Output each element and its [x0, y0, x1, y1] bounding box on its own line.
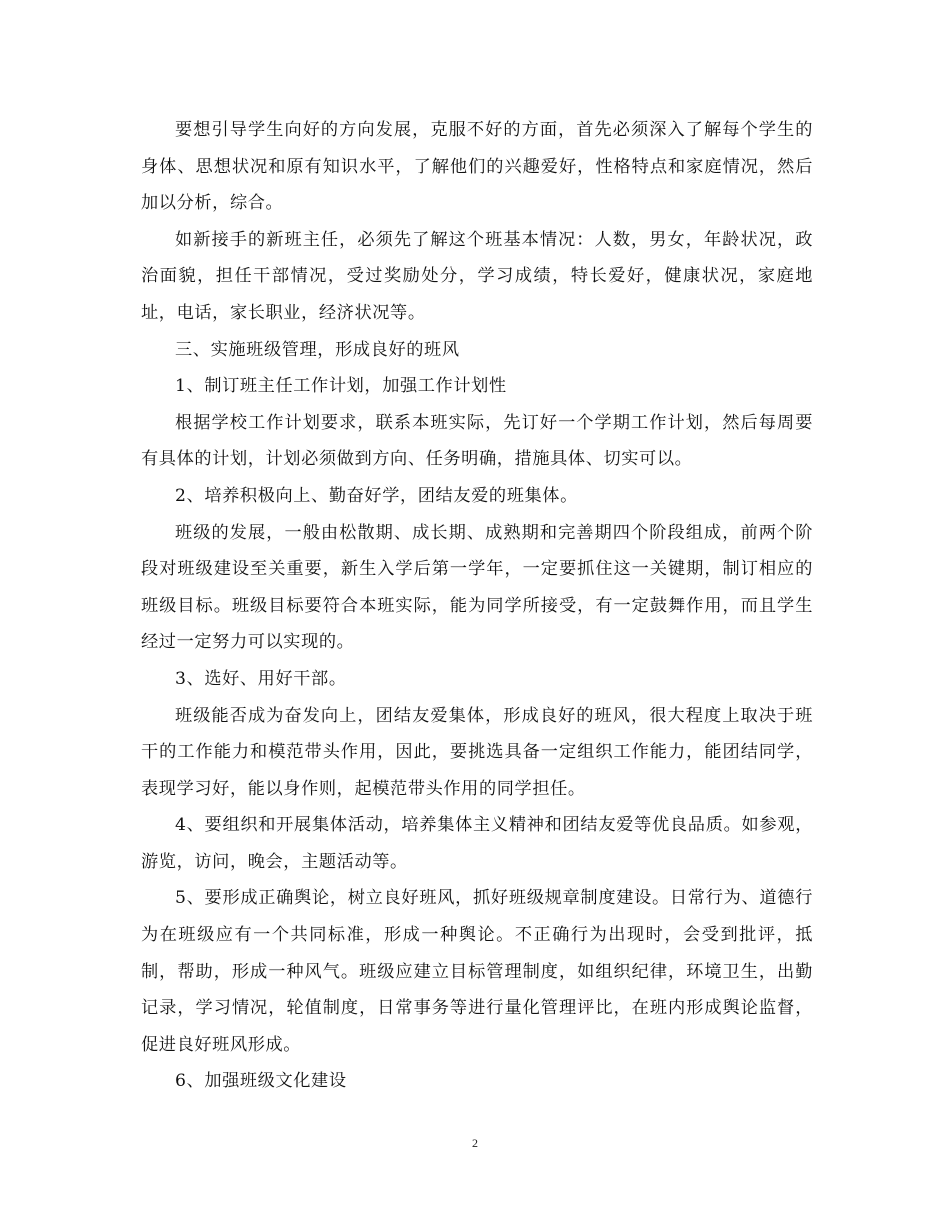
- section-heading: 三、实施班级管理，形成良好的班风: [175, 339, 460, 360]
- subheading: 1、制订班主任工作计划，加强工作计划性: [175, 376, 507, 397]
- paragraph: 班级的发展，一般由松散期、成长期、成熟期和完善期四个阶段组成，前两个阶段对班级建设至关重要，新生入学后第一学年，一定要抓住这一关键期，制订相应的班级目标。班级目标要符合本班实际，能为同学所接受，有一定鼓舞作用，而且学生经过一定努力可以实现的。: [141, 522, 813, 653]
- paragraph: 根据学校工作计划要求，联系本班实际，先订好一个学期工作计划，然后每周要有具体的计划，计划必须做到方向、任务明确，措施具体、切实可以。: [141, 412, 813, 470]
- body-text: [141, 112, 813, 1100]
- page-number: 2: [472, 1136, 478, 1150]
- subheading: 2、培养积极向上、勤奋好学，团结友爱的班集体。: [175, 485, 578, 506]
- paragraph: 要想引导学生向好的方向发展，克服不好的方面，首先必须深入了解每个学生的身体、思想状况和原有知识水平，了解他们的兴趣爱好，性格特点和家庭情况，然后加以分析，综合。: [141, 120, 813, 214]
- subheading: 3、选好、用好干部。: [175, 668, 347, 689]
- paragraph: 5、要形成正确舆论，树立良好班风，抓好班级规章制度建设。日常行为、道德行为在班级应有一个共同标准，形成一种舆论。不正确行为出现时，会受到批评，抵制，帮助，形成一种风气。班级应建立目标管理制度，如组织纪律，环境卫生，出勤记录，学习情况，轮值制度，日常事务等进行量化管理评比，在班内形成舆论监督，促进良好班风形成。: [141, 888, 813, 1055]
- paragraph: 如新接手的新班主任，必须先了解这个班基本情况：人数，男女，年龄状况，政治面貌，担任干部情况，受过奖励处分，学习成绩，特长爱好，健康状况，家庭地址，电话，家长职业，经济状况等。: [141, 229, 813, 323]
- paragraph: 班级能否成为奋发向上，团结友爱集体，形成良好的班风，很大程度上取决于班干的工作能力和模范带头作用，因此，要挑选具备一定组织工作能力，能团结同学，表现学习好，能以身作则，起模范带头作用的同学担任。: [141, 705, 813, 799]
- subheading: 6、加强班级文化建设: [175, 1071, 347, 1092]
- paragraph: 4、要组织和开展集体活动，培养集体主义精神和团结友爱等优良品质。如参观，游览，访问，晚会，主题活动等。: [141, 815, 813, 872]
